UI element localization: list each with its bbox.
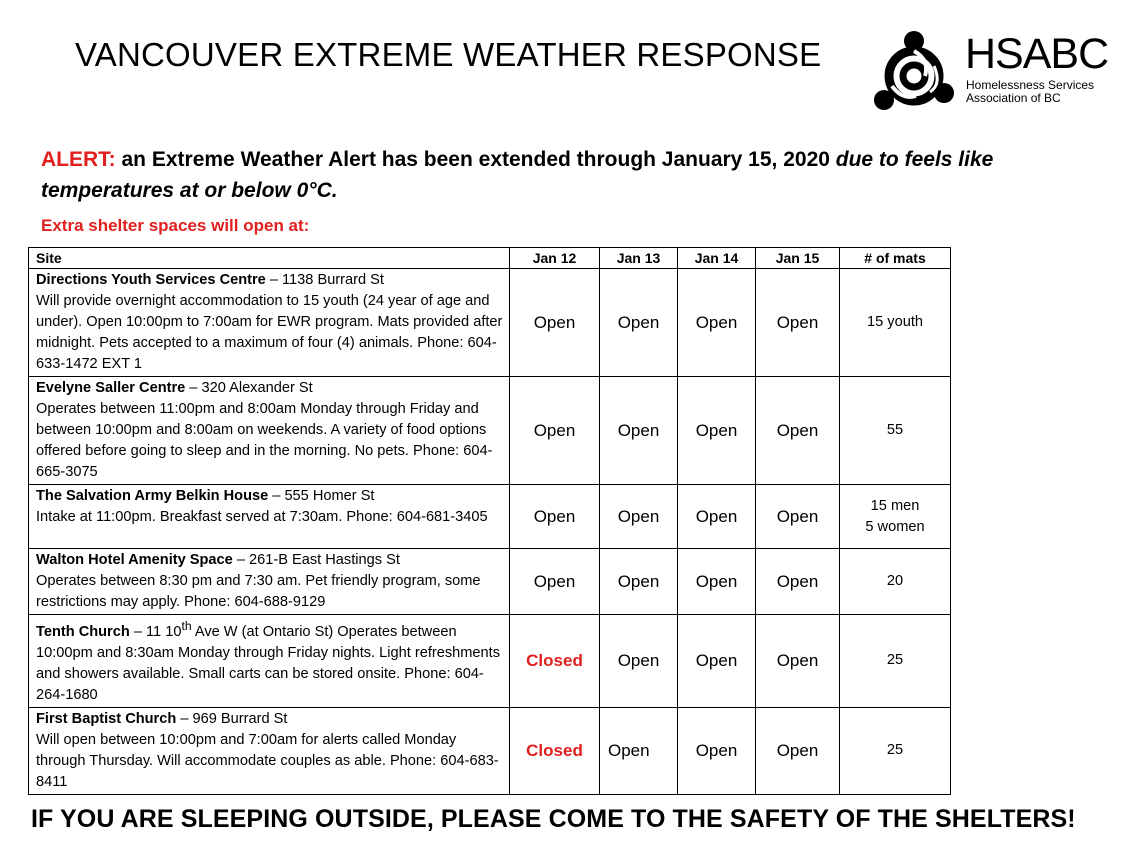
status-cell: Open	[756, 549, 840, 615]
status-cell: Open	[600, 269, 678, 377]
column-header-mats: # of mats	[840, 248, 951, 269]
status-cell: Open	[678, 615, 756, 708]
hsabc-logo-icon	[872, 30, 956, 112]
table-row	[29, 549, 951, 615]
logo-wordmark: HSABC	[965, 30, 1109, 78]
status-cell: Closed	[510, 707, 600, 794]
alert-text: an Extreme Weather Alert has been extended through January 15, 2020	[115, 148, 836, 171]
table-row	[29, 485, 951, 549]
site-address-sup: th	[181, 619, 192, 633]
status-cell: Open	[600, 707, 678, 794]
status-cell: Open	[678, 269, 756, 377]
column-header-jan15: Jan 15	[756, 248, 840, 269]
footer-call-to-action: IF YOU ARE SLEEPING OUTSIDE, PLEASE COME TO THE SAFETY OF THE SHELTERS!	[31, 805, 1076, 833]
status-cell: Open	[600, 377, 678, 485]
status-cell: Open	[600, 549, 678, 615]
site-name: Evelyne Saller Centre	[36, 380, 186, 396]
status-cell: Open	[600, 615, 678, 708]
site-details: Operates between 8:30 pm and 7:30 am. Pet friendly program, some restrictions may apply. Phone: 604-688-9129	[36, 573, 481, 610]
status-cell: Open	[756, 269, 840, 377]
status-cell: Open	[678, 707, 756, 794]
column-header-jan12: Jan 12	[510, 248, 600, 269]
site-address: – 11 10	[129, 623, 182, 640]
mats-cell: 20	[840, 549, 951, 615]
table-row	[29, 707, 951, 794]
mats-cell: 15 men 5 women	[840, 485, 951, 549]
alert-label: ALERT:	[41, 148, 116, 171]
table-row	[29, 377, 951, 485]
table-row	[29, 615, 951, 708]
column-header-site: Site	[29, 248, 510, 269]
site-name: Walton Hotel Amenity Space	[36, 552, 233, 568]
status-cell: Open	[510, 549, 600, 615]
status-cell: Open	[756, 485, 840, 549]
status-cell: Open	[510, 485, 600, 549]
site-address: – 555 Homer St	[268, 488, 375, 504]
extra-shelter-heading: Extra shelter spaces will open at:	[41, 216, 310, 235]
site-details: Will provide overnight accommodation to 15 youth (24 year of age and under). Open 10:00pm to 7:00am for EWR program. Mats provided after midnight. Pets accepted to a maximum of four (4) animals. Phone: 604-633-1472 EXT 1	[36, 293, 503, 372]
site-cell	[29, 549, 510, 615]
site-address: – 1138 Burrard St	[265, 272, 384, 288]
site-cell	[29, 707, 510, 794]
page-title: VANCOUVER EXTREME WEATHER RESPONSE	[75, 36, 822, 73]
status-cell: Closed	[510, 615, 600, 708]
site-details: Operates between 11:00pm and 8:00am Monday through Friday and between 10:00pm and 8:00am on weekends. A variety of food options offered before going to sleep and in the morning. No pets. Phone: 604-665-3075	[36, 401, 493, 480]
site-details: Ave W (at Ontario St) Operates between 10:00pm and 8:30am Monday through Friday nights. Light refreshments and showers available. Small carts can be stored onsite. Phone: 604-264-1680	[36, 623, 501, 703]
table-header-row	[29, 248, 951, 269]
site-details: Intake at 11:00pm. Breakfast served at 7:30am. Phone: 604-681-3405	[36, 509, 488, 525]
mats-cell: 25	[840, 707, 951, 794]
hsabc-logo	[872, 30, 1112, 112]
site-address: – 261-B East Hastings St	[232, 552, 400, 568]
mats-cell: 25	[840, 615, 951, 708]
mats-cell: 15 youth	[840, 269, 951, 377]
site-details: Will open between 10:00pm and 7:00am for alerts called Monday through Thursday. Will accommodate couples as able. Phone: 604-683-8411	[36, 731, 499, 790]
column-header-jan13: Jan 13	[600, 248, 678, 269]
status-cell: Open	[678, 377, 756, 485]
status-cell: Open	[678, 549, 756, 615]
alert-italic-text: due to feels like temperatures at or below 0°C.	[41, 148, 994, 202]
status-cell: Open	[678, 485, 756, 549]
site-address: – 320 Alexander St	[185, 380, 313, 396]
site-address: – 969 Burrard St	[176, 710, 288, 727]
site-cell	[29, 615, 510, 708]
status-cell: Open	[510, 377, 600, 485]
status-cell: Open	[756, 377, 840, 485]
status-cell: Open	[756, 615, 840, 708]
site-name: Tenth Church	[36, 623, 130, 640]
site-cell	[29, 377, 510, 485]
site-name: First Baptist Church	[36, 710, 177, 727]
logo-subtitle: Homelessness Services Association of BC	[966, 78, 1095, 105]
mats-cell: 55	[840, 377, 951, 485]
site-cell	[29, 485, 510, 549]
site-name: The Salvation Army Belkin House	[36, 488, 269, 504]
table-row	[29, 269, 951, 377]
status-cell: Open	[600, 485, 678, 549]
status-cell: Open	[756, 707, 840, 794]
site-cell	[29, 269, 510, 377]
status-cell: Open	[510, 269, 600, 377]
column-header-jan14: Jan 14	[678, 248, 756, 269]
shelter-table	[28, 247, 951, 795]
site-name: Directions Youth Services Centre	[36, 272, 266, 288]
alert-message	[41, 144, 1101, 206]
